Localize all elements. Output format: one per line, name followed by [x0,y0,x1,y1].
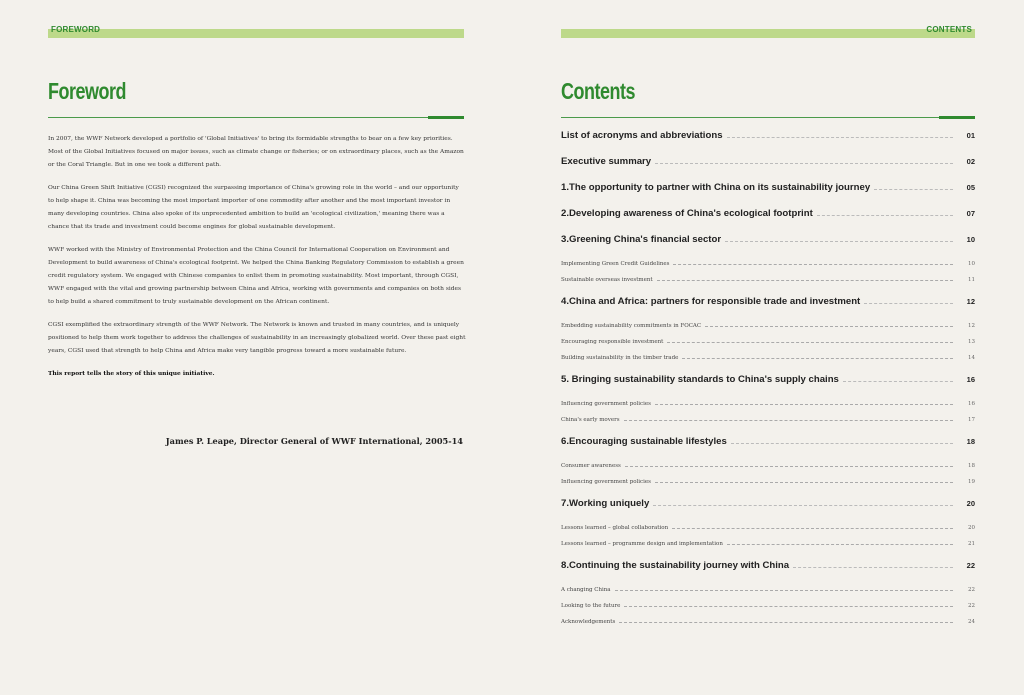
toc-page-number: 13 [968,339,975,345]
toc-section-label: 6.Encouraging sustainable lifestyles [561,436,727,447]
toc-page-number: 17 [968,417,975,423]
toc-subsection-label: China's early movers [561,417,620,423]
foreword-paragraph: In 2007, the WWF Network developed a portfolio of 'Global Initiatives' to bring its formidable strengths to bear on a few key priorities. Most of the Global Initiatives focused on major issues, such as climate change or fisheries; or on extraordinary places, such as the Amazon or the Coral Triangle. But in one we took a different path. [48,136,464,169]
toc-subsection-entry[interactable] [561,414,975,430]
right-header-label: CONTENTS [926,25,972,34]
toc-leader-dots [793,567,953,568]
toc-leader-dots [864,303,953,304]
toc-leader-dots [667,342,953,343]
toc-leader-dots [615,590,953,591]
toc-section-label: 7.Working uniquely [561,498,650,509]
toc-subsection-label: Encouraging responsible investment [561,339,664,345]
toc-leader-dots [725,241,953,242]
toc-page-number: 20 [966,499,975,508]
toc-subsection-label: Lessons learned – global collaboration [561,525,669,531]
toc-leader-dots [731,443,953,444]
toc-subsection-label: Influencing government policies [561,479,651,485]
toc-subsection-label: A changing China [561,587,611,593]
left-header-bar [48,29,464,38]
toc-subsection-label: Embedding sustainability commitments in FOCAC [561,323,702,329]
toc-page-number: 10 [966,235,975,244]
toc-subsection-entry[interactable] [561,600,975,616]
toc-leader-dots [657,280,953,281]
toc-section-label: 1.The opportunity to partner with China on its sustainability journey [561,182,871,193]
toc-page-number: 22 [968,587,975,593]
table-of-contents [561,128,975,636]
toc-page-number: 24 [968,619,975,625]
toc-spacer [561,632,975,636]
foreword-paragraph: WWF worked with the Ministry of Environmental Protection and the China Council for International Cooperation on Environment and Development to build awareness of China's ecological footprint. We helped the China Banking Regulatory Commission to establish a green credit regulatory system. We engaged with Chinese companies to enlist them in promoting sustainability. Most important, through CGSI, WWF engaged with the vital and growing partnership between China and Africa, working with governments and companies on both sides to help build a shared commitment to truly sustainable development on the African continent. [48,246,464,306]
toc-page-number: 12 [968,323,975,329]
right-header-bar [561,29,975,38]
toc-page-number: 16 [968,401,975,407]
toc-subsection-entry[interactable] [561,538,975,554]
toc-leader-dots [624,606,953,607]
toc-subsection-entry[interactable] [561,258,975,274]
toc-subsection-label: Building sustainability in the timber trade [561,355,679,361]
toc-section-label: 3.Greening China's financial sector [561,234,722,245]
toc-page-number: 21 [968,541,975,547]
toc-leader-dots [655,404,953,405]
toc-leader-dots [727,137,953,138]
toc-subsection-entry[interactable] [561,274,975,290]
toc-section-entry[interactable] [561,496,975,522]
left-title-rule-accent [428,116,464,119]
toc-leader-dots [672,528,953,529]
toc-leader-dots [843,381,953,382]
toc-page-number: 18 [966,437,975,446]
toc-section-entry[interactable] [561,180,975,206]
foreword-closing: This report tells the story of this unique initiative. [48,370,215,378]
toc-subsection-label: Implementing Green Credit Guidelines [561,261,670,267]
toc-leader-dots [874,189,953,190]
toc-subsection-entry[interactable] [561,476,975,492]
toc-leader-dots [655,482,953,483]
toc-subsection-label: Acknowledgements [561,619,616,625]
toc-subsection-label: Lessons learned – programme design and implementation [561,541,723,547]
toc-subsection-label: Consumer awareness [561,463,621,469]
toc-leader-dots [625,466,953,467]
toc-leader-dots [673,264,953,265]
foreword-paragraph: Our China Green Shift Initiative (CGSI) recognized the surpassing importance of China's growing role in the world – and our opportunity to help shape it. China was becoming the most important importer of one commodity after another and the most important investor in many developing countries. China also spoke of its unprecedented ambition to build an 'ecological civilization,' meaning there was a chance that its trade and investment could become engines for global sustainable development. [48,184,459,231]
toc-leader-dots [653,505,953,506]
toc-page-number: 19 [968,479,975,485]
toc-section-entry[interactable] [561,294,975,320]
toc-leader-dots [624,420,953,421]
foreword-body [48,133,466,390]
toc-subsection-entry[interactable] [561,584,975,600]
toc-subsection-label: Sustainable overseas investment [561,277,653,283]
toc-subsection-entry[interactable] [561,398,975,414]
toc-page-number: 12 [966,297,975,306]
toc-section-label: List of acronyms and abbreviations [561,130,723,141]
left-title-rule [48,117,464,118]
toc-section-entry[interactable] [561,372,975,398]
toc-subsection-entry[interactable] [561,460,975,476]
toc-page-number: 02 [966,157,975,166]
toc-subsection-entry[interactable] [561,522,975,538]
toc-section-entry[interactable] [561,232,975,258]
toc-page-number: 01 [966,131,975,140]
toc-subsection-entry[interactable] [561,352,975,368]
toc-leader-dots [727,544,953,545]
toc-section-label: 5. Bringing sustainability standards to China's supply chains [561,374,839,385]
toc-page-number: 16 [966,375,975,384]
toc-leader-dots [705,326,953,327]
toc-section-label: 2.Developing awareness of China's ecological footprint [561,208,813,219]
toc-leader-dots [655,163,953,164]
toc-subsection-label: Influencing government policies [561,401,651,407]
toc-subsection-entry[interactable] [561,336,975,352]
contents-title: Contents [561,78,635,104]
toc-leader-dots [817,215,953,216]
toc-section-entry[interactable] [561,128,975,154]
toc-section-label: Executive summary [561,156,652,167]
foreword-paragraph: CGSI exemplified the extraordinary strength of the WWF Network. The Network is known and trusted in many countries, and is uniquely positioned to help them work together to address the challenges of sustainability in an increasingly globalized world. Over these past eight years, CGSI used that strength to help China and Africa make very tangible progress toward a more sustainable future. [48,321,466,354]
toc-page-number: 05 [966,183,975,192]
toc-page-number: 14 [968,355,975,361]
toc-leader-dots [619,622,953,623]
toc-subsection-label: Looking to the future [561,603,621,609]
toc-section-label: 8.Continuing the sustainability journey with China [561,560,790,571]
right-title-rule [561,117,975,118]
toc-page-number: 20 [968,525,975,531]
toc-subsection-entry[interactable] [561,320,975,336]
toc-section-entry[interactable] [561,206,975,232]
toc-section-label: 4.China and Africa: partners for responsible trade and investment [561,296,861,307]
toc-subsection-entry[interactable] [561,616,975,632]
toc-page-number: 22 [968,603,975,609]
foreword-signature: James P. Leape, Director General of WWF International, 2005-14 [165,436,463,446]
toc-page-number: 22 [966,561,975,570]
toc-leader-dots [682,358,953,359]
toc-page-number: 11 [968,277,975,283]
toc-page-number: 18 [968,463,975,469]
toc-page-number: 10 [968,261,975,267]
foreword-title: Foreword [48,78,126,104]
toc-section-entry[interactable] [561,558,975,584]
toc-page-number: 07 [966,209,975,218]
left-header-label: FOREWORD [51,25,101,34]
right-title-rule-accent [939,116,975,119]
toc-section-entry[interactable] [561,154,975,180]
toc-section-entry[interactable] [561,434,975,460]
